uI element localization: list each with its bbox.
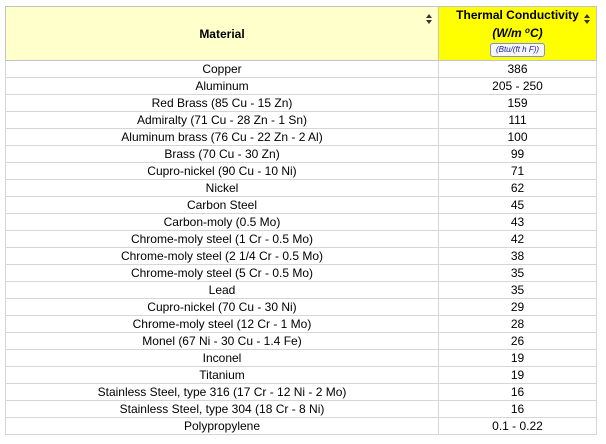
material-cell: Polypropylene	[6, 418, 439, 435]
conductivity-cell: 71	[439, 163, 597, 180]
conductivity-cell: 386	[439, 61, 597, 78]
thermal-conductivity-header-label: Thermal Conductivity	[456, 7, 579, 22]
table-row	[6, 129, 597, 146]
conductivity-cell: 45	[439, 197, 597, 214]
material-cell: Cupro-nickel (90 Cu - 10 Ni)	[6, 163, 439, 180]
table-row	[6, 384, 597, 401]
conductivity-cell: 35	[439, 265, 597, 282]
conductivity-cell: 16	[439, 401, 597, 418]
table-row	[6, 163, 597, 180]
conductivity-cell: 38	[439, 248, 597, 265]
conductivity-unit-degree: o	[525, 25, 530, 35]
sort-icon[interactable]	[584, 14, 590, 24]
table-row	[6, 350, 597, 367]
conductivity-cell: 100	[439, 129, 597, 146]
conductivity-cell: 0.1 - 0.22	[439, 418, 597, 435]
conductivity-cell: 43	[439, 214, 597, 231]
material-cell: Carbon-moly (0.5 Mo)	[6, 214, 439, 231]
table-row	[6, 265, 597, 282]
table-row	[6, 316, 597, 333]
table-row	[6, 282, 597, 299]
table-row	[6, 78, 597, 95]
conductivity-unit-post: C)	[529, 25, 543, 40]
conductivity-cell: 19	[439, 350, 597, 367]
table-row	[6, 299, 597, 316]
conductivity-unit	[439, 23, 596, 41]
material-cell: Stainless Steel, type 316 (17 Cr - 12 Ni - 2 Mo)	[6, 384, 439, 401]
conductivity-cell: 28	[439, 316, 597, 333]
conductivity-cell: 205 - 250	[439, 78, 597, 95]
conductivity-cell: 42	[439, 231, 597, 248]
table-row	[6, 367, 597, 384]
material-cell: Aluminum	[6, 78, 439, 95]
table-row	[6, 180, 597, 197]
material-cell: Chrome-moly steel (5 Cr - 0.5 Mo)	[6, 265, 439, 282]
table-row	[6, 248, 597, 265]
table-row	[6, 61, 597, 78]
table-row	[6, 197, 597, 214]
conductivity-cell: 159	[439, 95, 597, 112]
material-cell: Aluminum brass (76 Cu - 22 Zn - 2 Al)	[6, 129, 439, 146]
conductivity-cell: 35	[439, 282, 597, 299]
material-cell: Red Brass (85 Cu - 15 Zn)	[6, 95, 439, 112]
table-container	[5, 6, 597, 435]
material-cell: Lead	[6, 282, 439, 299]
material-cell: Nickel	[6, 180, 439, 197]
unit-toggle-button[interactable]: (Btu/(ft h F))	[490, 43, 545, 57]
conductivity-unit-pre: (W/m	[492, 25, 526, 40]
table-body	[6, 61, 597, 435]
material-cell: Chrome-moly steel (1 Cr - 0.5 Mo)	[6, 231, 439, 248]
material-cell: Stainless Steel, type 304 (18 Cr - 8 Ni)	[6, 401, 439, 418]
table-row	[6, 418, 597, 435]
material-column-header[interactable]	[6, 7, 439, 61]
table-row	[6, 112, 597, 129]
thermal-conductivity-column-header[interactable]	[439, 7, 597, 61]
conductivity-cell: 16	[439, 384, 597, 401]
thermal-conductivity-table	[5, 6, 597, 435]
conductivity-cell: 99	[439, 146, 597, 163]
material-cell: Carbon Steel	[6, 197, 439, 214]
table-row	[6, 95, 597, 112]
material-cell: Titanium	[6, 367, 439, 384]
material-cell: Cupro-nickel (70 Cu - 30 Ni)	[6, 299, 439, 316]
header-row	[6, 7, 597, 61]
material-cell: Monel (67 Ni - 30 Cu - 1.4 Fe)	[6, 333, 439, 350]
material-cell: Admiralty (71 Cu - 28 Zn - 1 Sn)	[6, 112, 439, 129]
table-row	[6, 333, 597, 350]
material-cell: Chrome-moly steel (2 1/4 Cr - 0.5 Mo)	[6, 248, 439, 265]
table-row	[6, 231, 597, 248]
table-row	[6, 401, 597, 418]
material-cell: Inconel	[6, 350, 439, 367]
table-row	[6, 146, 597, 163]
material-cell: Chrome-moly steel (12 Cr - 1 Mo)	[6, 316, 439, 333]
conductivity-cell: 62	[439, 180, 597, 197]
material-header-label: Material	[199, 26, 245, 41]
conductivity-cell: 29	[439, 299, 597, 316]
conductivity-cell: 19	[439, 367, 597, 384]
conductivity-cell: 111	[439, 112, 597, 129]
material-cell: Brass (70 Cu - 30 Zn)	[6, 146, 439, 163]
sort-icon[interactable]	[426, 14, 432, 24]
material-cell: Copper	[6, 61, 439, 78]
table-row	[6, 214, 597, 231]
conductivity-cell: 26	[439, 333, 597, 350]
